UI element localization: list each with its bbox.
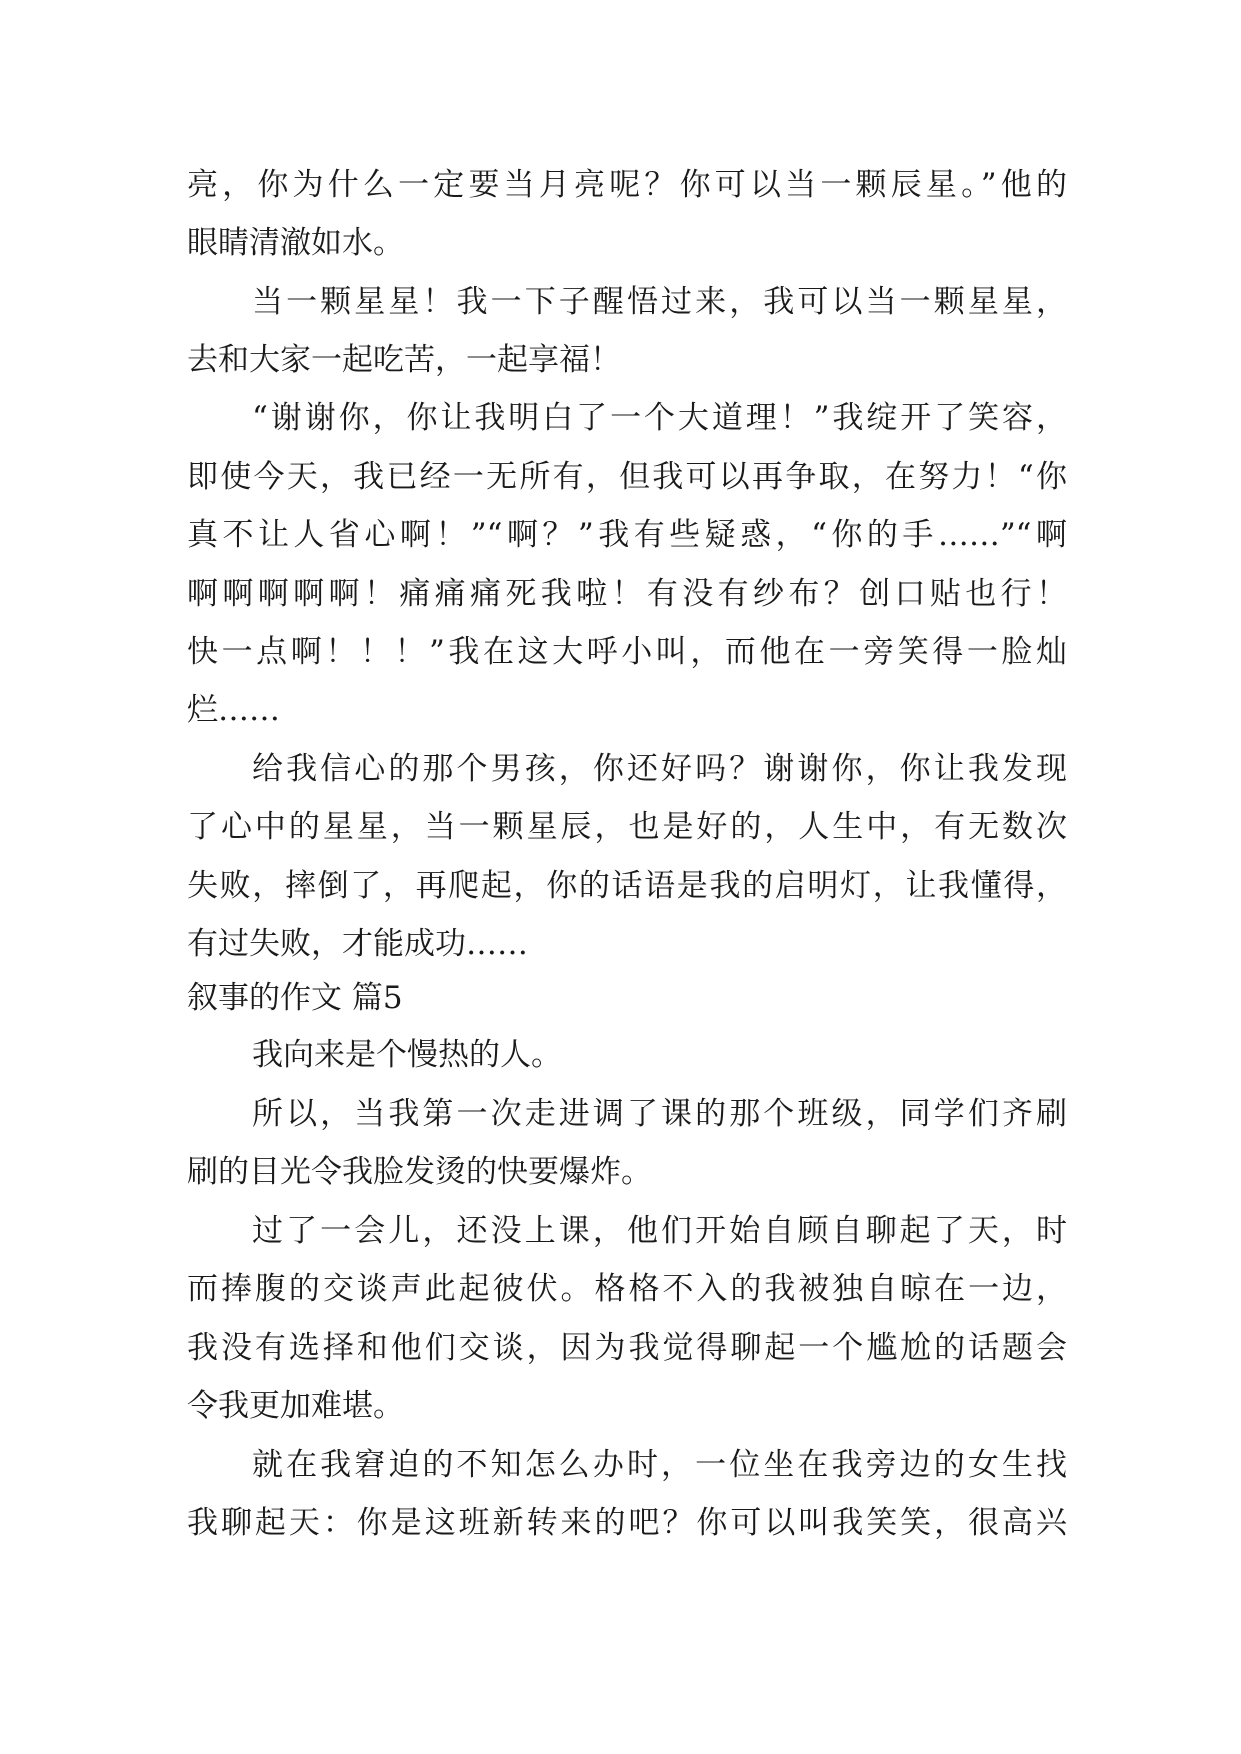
text-line: 令我更加难堪。: [187, 1388, 404, 1424]
text-line: 失败，摔倒了，再爬起，你的话语是我的启明灯，让我懂得，: [187, 868, 1067, 904]
text-line: 我没有选择和他们交谈，因为我觉得聊起一个尴尬的话题会: [187, 1330, 1067, 1366]
text-line: 给我信心的那个男孩，你还好吗？谢谢你，你让我发现: [252, 751, 1067, 787]
text-line: 去和大家一起吃苦，一起享福！: [187, 342, 621, 378]
text-line: 烂……: [187, 692, 280, 728]
text-line: 有过失败，才能成功……: [187, 926, 528, 962]
text-line: 刷的目光令我脸发烫的快要爆炸。: [187, 1154, 652, 1190]
text-line: “谢谢你，你让我明白了一个大道理！”我绽开了笑容，: [252, 400, 1067, 436]
text-line: 就在我窘迫的不知怎么办时，一位坐在我旁边的女生找: [252, 1447, 1067, 1483]
text-line: 了心中的星星，当一颗星辰，也是好的，人生中，有无数次: [187, 809, 1067, 845]
text-line: 我向来是个慢热的人。: [252, 1037, 562, 1073]
text-line: 所以，当我第一次走进调了课的那个班级，同学们齐刷: [252, 1096, 1067, 1132]
text-line: 啊啊啊啊啊！痛痛痛死我啦！有没有纱布？创口贴也行！: [187, 576, 1067, 612]
text-line: 快一点啊！！！”我在这大呼小叫，而他在一旁笑得一脸灿: [187, 634, 1067, 670]
text-line: 即使今天，我已经一无所有，但我可以再争取，在努力！“你: [187, 459, 1067, 495]
text-line: 眼睛清澈如水。: [187, 225, 404, 261]
text-line: 我聊起天：你是这班新转来的吧？你可以叫我笑笑，很高兴: [187, 1505, 1067, 1541]
text-line: 真不让人省心啊！”“啊？”我有些疑惑，“你的手……”“啊: [187, 517, 1067, 553]
text-line: 亮，你为什么一定要当月亮呢？你可以当一颗辰星。”他的: [187, 167, 1067, 203]
text-line: 当一颗星星！我一下子醒悟过来，我可以当一颗星星，: [252, 284, 1067, 320]
text-line: 过了一会儿，还没上课，他们开始自顾自聊起了天，时: [252, 1213, 1067, 1249]
text-line: 而捧腹的交谈声此起彼伏。格格不入的我被独自晾在一边，: [187, 1271, 1067, 1307]
section-heading: 叙事的作文 篇5: [187, 980, 403, 1016]
